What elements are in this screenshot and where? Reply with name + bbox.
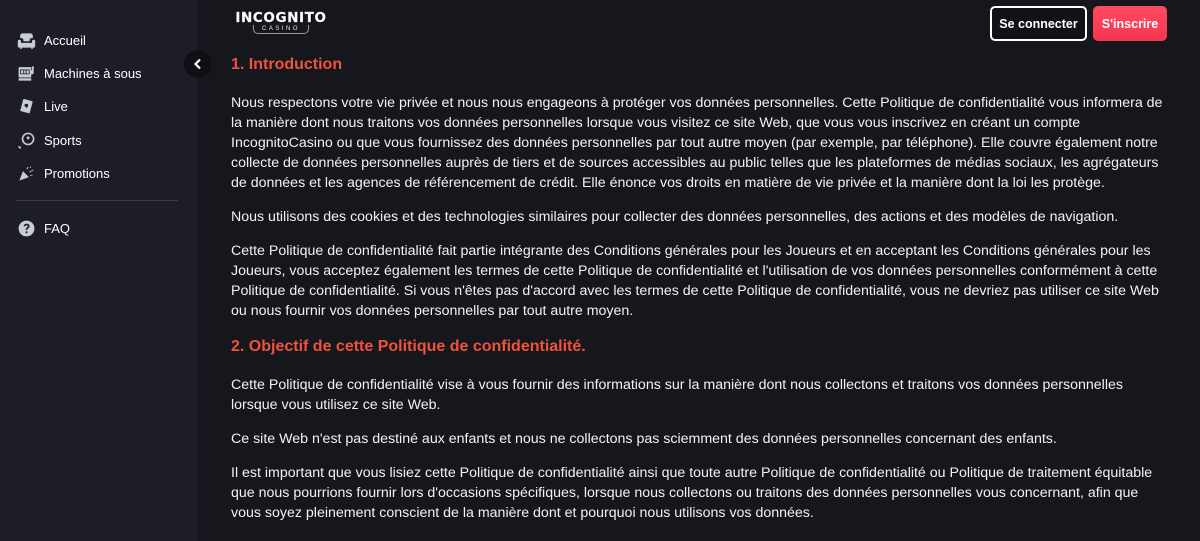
paragraph: Nous respectons votre vie privée et nous nous engageons à protéger vos données personnelles. Cette Politique de confidentialité vous informera de la manière dont nous traitons vos données personnelles lorsque vous visitez ce site Web, que vous vous inscrivez en créant un compte IncognitoCasino ou que vous fournissez des données personnelles par tout autre moyen (par exemple, par téléphone). Elle couvre également notre collecte de données personnelles auprès de tiers et de sources accessibles au public telles que les plateformes de médias sociaux, les agrégateurs de données et les agences de référencement de crédit. Elle énonce vos droits en matière de vie privée et la manière dont la loi les protège. — [231, 95, 1163, 191]
sidebar-item-label: Machines à sous — [44, 65, 142, 81]
sidebar-item-machines-a-sous[interactable] — [16, 62, 142, 84]
sidebar-item-promotions[interactable] — [16, 162, 110, 184]
login-button[interactable]: Se connecter — [990, 6, 1087, 41]
sports-ball-icon — [16, 130, 36, 150]
live-cards-icon — [16, 96, 36, 116]
logo-main-text: INCOGNITO — [235, 10, 327, 26]
sidebar-item-label: Sports — [44, 132, 82, 148]
section-heading: 1. Introduction — [231, 56, 343, 73]
header — [198, 0, 1200, 50]
slot-machine-icon — [16, 63, 36, 83]
paragraph: Cette Politique de confidentialité vise à vous fournir des informations sur la manière dont nous collectons et traitons vos données personnelles lorsque vous utilisez ce site Web. — [231, 377, 1123, 413]
sidebar-item-label: Live — [44, 98, 68, 114]
sidebar-item-faq[interactable] — [16, 217, 70, 239]
sidebar-item-sports[interactable] — [16, 129, 82, 151]
sidebar-item-label: Accueil — [44, 32, 86, 48]
sidebar-item-label: Promotions — [44, 165, 110, 181]
collapse-sidebar-button[interactable] — [184, 50, 212, 78]
question-icon — [16, 218, 36, 238]
main-content[interactable] — [198, 50, 1200, 541]
paragraph: Cette Politique de confidentialité fait partie intégrante des Conditions générales pour les Joueurs et en acceptant les Conditions générales pour les Joueurs, vous acceptez également les termes de cette Politique de confidentialité et l'utilisation de vos données personnelles conformément à cette Politique de confidentialité. Si vous n'êtes pas d'accord avec les termes de cette Politique de confidentialité, vous ne devriez pas utiliser ce site Web ou nous fournir vos données personnelles par tout autre moyen. — [231, 243, 1159, 319]
sidebar-item-label: FAQ — [44, 220, 71, 236]
sidebar-item-live[interactable] — [16, 95, 68, 117]
section-heading: 2. Objectif de cette Politique de confidentialité. — [231, 338, 586, 355]
privacy-policy-text — [231, 55, 1166, 537]
sidebar-divider — [16, 200, 178, 201]
sidebar — [0, 0, 198, 541]
chevron-left-icon — [192, 58, 204, 70]
paragraph: Nous utilisons des cookies et des technologies similaires pour collecter des données personnelles, des actions et des modèles de navigation. — [231, 209, 1119, 225]
signup-button[interactable]: S'inscrire — [1093, 6, 1167, 41]
paragraph: Il est important que vous lisiez cette Politique de confidentialité ainsi que toute autre Politique de confidentialité ou Politique de traitement équitable que nous pourrions fournir lors d'occasions spécifiques, lorsque nous collectons ou traitons des données personnelles vous concernant, afin que vous soyez pleinement conscient de la manière dont et pourquoi nous utilisons vos données. — [231, 465, 1153, 521]
sidebar-item-accueil[interactable] — [16, 29, 86, 51]
sofa-icon — [16, 30, 36, 50]
paragraph: Ce site Web n'est pas destiné aux enfants et nous ne collectons pas sciemment des données personnelles concernant des enfants. — [231, 431, 1057, 447]
party-popper-icon — [16, 163, 36, 183]
logo-sub-text: CASINO — [253, 25, 309, 34]
logo[interactable] — [236, 11, 326, 33]
